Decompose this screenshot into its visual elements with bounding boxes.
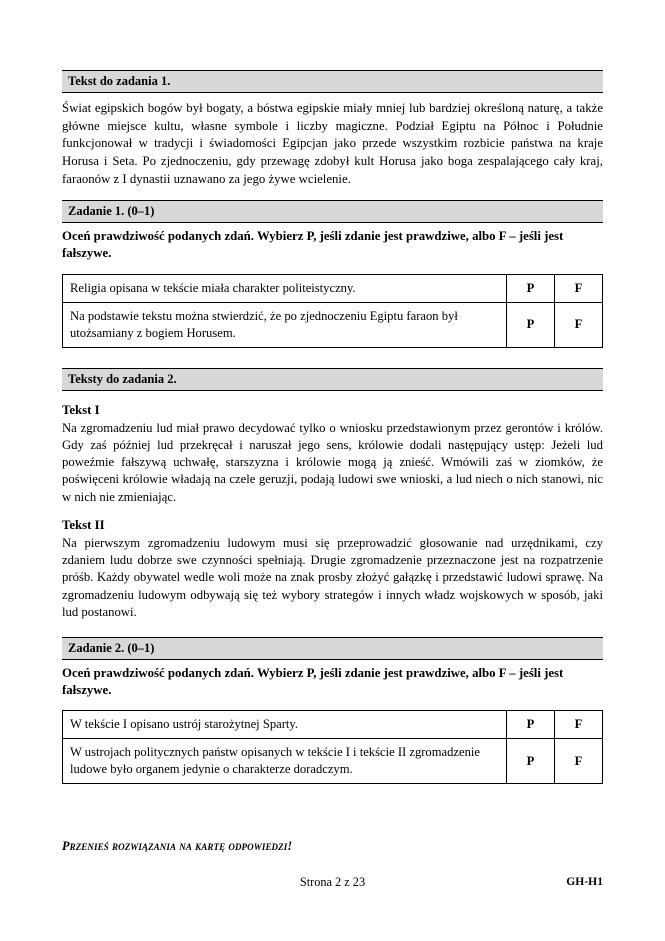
section-header-text1: Tekst do zadania 1. <box>62 70 603 93</box>
false-option[interactable]: F <box>555 711 603 739</box>
task-2-header: Zadanie 2. (0–1) <box>62 637 603 660</box>
table-row <box>63 274 603 302</box>
text-2-title: Tekst II <box>62 517 105 532</box>
page-content <box>62 0 603 784</box>
statement-cell: W tekście I opisano ustrój starożytnej Sparty. <box>63 711 507 739</box>
task-1-instruction: Oceń prawdziwość podanych zdań. Wybierz P, jeśli zdanie jest prawdziwe, albo F – jeśli jest fałszywe. <box>62 229 564 260</box>
false-option[interactable]: F <box>555 739 603 784</box>
table-row <box>63 302 603 347</box>
true-option[interactable]: P <box>507 711 555 739</box>
spacer <box>62 188 603 200</box>
section-header-texts2: Teksty do zadania 2. <box>62 368 603 391</box>
text-1-title: Tekst I <box>62 402 100 417</box>
exam-code: GH-H1 <box>566 875 603 888</box>
table-row <box>63 739 603 784</box>
true-option[interactable]: P <box>507 302 555 347</box>
task-2-instruction: Oceń prawdziwość podanych zdań. Wybierz P, jeśli zdanie jest prawdziwe, albo F – jeśli jest fałszywe. <box>62 666 564 697</box>
task-2-table <box>62 710 603 784</box>
task-1-table <box>62 274 603 348</box>
table-row <box>63 711 603 739</box>
statement-cell: W ustrojach politycznych państw opisanych w tekście I i tekście II zgromadzenie ludowe było organem jedynie o charakterze doradczym. <box>63 739 507 784</box>
source-text-1: Świat egipskich bogów był bogaty, a bóstwa egipskie miały mniej lub bardziej określoną naturę, a także główne miejsce kultu, własne symbole i liczby magiczne. Podział Egiptu na Północ i Południe funkcjonował w tradycji i świadomości Egipcjan jako przede wszystkim rozbicie państwa na kraje Horusa i Seta. Po zjednoczeniu, gdy przewagę zdobył kult Horusa jako boga zespalającego cały kraj, faraonów z I dynastii uznawano za jego żywe wcielenie. <box>62 101 603 186</box>
source-text-2a: Na zgromadzeniu lud miał prawo decydować tylko o wniosku przedstawionym przez gerontów i królów. Gdy zaś później lud przekręcał i naruszał jego sens, królowie dodali następujący ustęp: Jeżeli lud poweźmie fałszywą uchwałę, starszyzna i królowie mogą ją znieść. Wmówili zaś w ziomków, że poświęceni królowie władają na czele geruzji, podają ludowi swe wnioski, a lud niech o nich stanowi, nic w nich nie zmieniając. <box>62 420 603 504</box>
true-option[interactable]: P <box>507 739 555 784</box>
false-option[interactable]: F <box>555 274 603 302</box>
task-1-header: Zadanie 1. (0–1) <box>62 200 603 223</box>
spacer <box>62 621 603 637</box>
page-footer <box>62 875 603 890</box>
true-option[interactable]: P <box>507 274 555 302</box>
source-text-2b: Na pierwszym zgromadzeniu ludowym musi się przeprowadzić głosowanie nad urzędnikami, czy zdaniem ludu dobrze swe czynności spełniają. Drugie zgromadzenie przeznaczone jest na rozpatrzenie próśb. Każdy obywatel wedle woli może na znak prosby złożyć gałązkę i przedstawić ludowi sprawę. Na zgromadzeniu ludowym odbywają się też wybory strategów i innych władz wojskowych w sposób, jaki lud postanowi. <box>62 535 603 619</box>
transfer-answers-note: Przenieś rozwiązania na kartę odpowiedzi! <box>62 839 293 853</box>
spacer <box>62 348 603 368</box>
false-option[interactable]: F <box>555 302 603 347</box>
statement-cell: Religia opisana w tekście miała charakter politeistyczny. <box>63 274 507 302</box>
statement-cell: Na podstawie tekstu można stwierdzić, że po zjednoczeniu Egiptu faraon był utożsamiany z bogiem Horusem. <box>63 302 507 347</box>
page-number: Strona 2 z 23 <box>299 875 366 889</box>
